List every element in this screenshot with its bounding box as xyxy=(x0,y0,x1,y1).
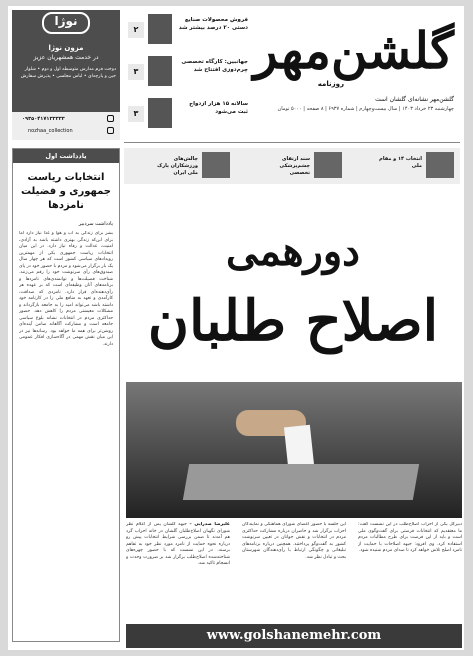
ad-phone: ۰۹۳۵۰۴۱۷۱۳۳۳۳۳ xyxy=(22,116,65,122)
teaser-item[interactable] xyxy=(128,12,248,52)
ad-brand: نوژا xyxy=(54,14,78,28)
teaser-text: جهانبین: کارگاه تخصصی چرم‌دوزی افتتاح شد xyxy=(181,59,248,73)
strip-text: چالش‌های ورزشکاران پارک ملی ایران xyxy=(157,156,198,176)
teaser-item[interactable] xyxy=(128,96,248,136)
ad-tagline: در خدمت همشهریان عزیز xyxy=(33,54,99,61)
instagram-icon xyxy=(107,127,114,134)
ad-contact xyxy=(12,112,120,140)
strip-photo xyxy=(426,152,454,178)
article-text: جبهه گلشان پس از اعلام نظر شورای نگهبان اصلاح‌طلبان گلشان در خانه احزاب گرد هم آمدند تا ضمن بررسی شرایط انتخابات پیش رو درباره نحوه حمایت از نامزد مورد نظر خود به تفاهم برسند. در این نشست که با حضور چهره‌های شناخته‌شده اصلاح‌طلب برگزار شد بر ضرورت وحدت و انسجام تاکید شد. xyxy=(126,522,230,566)
ad-title: مزون نوژا xyxy=(48,44,84,52)
photo-ballot xyxy=(284,425,314,467)
editorial-column xyxy=(12,148,120,642)
ad-instagram: nozhaa_collection xyxy=(28,128,73,134)
divider xyxy=(124,142,460,143)
teaser-photo xyxy=(148,56,172,86)
masthead-subtitle: گلشن‌مهر نشانه‌ای گلشان است xyxy=(375,96,454,103)
teaser-photo xyxy=(148,98,172,128)
strip-text: انتخاب ۱۴ و مقام ملی xyxy=(379,156,422,169)
teaser-page-number: ۲ xyxy=(128,22,144,38)
editorial-body: بشر برای زندگی به آب و هوا و غذا نیاز دارد اما برای این‌که زندگی بهتری داشته باشد به آزادی، امنیت، عدالت و رفاه نیاز دارد. در این میان انتخابات ریاست جمهوری یکی از مهمترین رویدادهای سیاسی کشور است که هر چهار سال یک بار برگزار می‌شود و مردم با حضور خود در پای صندوق‌های رأی سرنوشت خود را رقم می‌زنند. شناخت فضیلت‌ها و توانمندی‌های نامزدها و برنامه‌های آنان وظیفه‌ای است که بر عهده هر رأی‌دهنده‌ای قرار دارد. نامزدی که صداقت، کارآمدی و تعهد به منافع ملی را در کارنامه خود داشته باشد می‌تواند امید را به جامعه بازگرداند و مشکلات معیشتی مردم را کاهش دهد. حضور حداکثری مردم در انتخابات نشانه بلوغ سیاسی جامعه است و مشارکت آگاهانه ضامن آینده‌ای روشن‌تر برای همه ما خواهد بود. رسانه‌ها نیز در این میان نقش مهمی در آگاه‌سازی افکار عمومی دارند. xyxy=(19,231,113,347)
article-text: دبیرکل یکی از احزاب اصلاح‌طلب در این نشست گفت: ما معتقدیم که انتخابات فرصتی برای گفت‌وگوی ملی است و باید از این فرصت برای طرح مطالبات مردم استفاده کرد. وی افزود: جبهه اصلاحات با حمایت از نامزد اصلح تلاش خواهد کرد تا صدای مردم شنیده شود. xyxy=(358,522,462,553)
article-column xyxy=(242,522,346,622)
news-strip xyxy=(124,148,460,184)
ad-info: دوخت فرم مدارس متوسطه اول و دوم • شلوار جین و پارچه‌ای • لباس مجلسی • پذیرش سفارش xyxy=(20,67,116,79)
editorial-title[interactable]: انتخابات ریاست جمهوری و فضیلت نامزدها xyxy=(20,172,112,211)
strip-item[interactable] xyxy=(150,152,230,180)
article-column xyxy=(126,522,230,622)
strip-item[interactable] xyxy=(262,152,342,180)
issue-line: چهارشنبه ۲۳ خرداد ۱۴۰۳ | سال بیست‌وچهارم | شماره ۶۹۳۷ | ۸ صفحه | ۵۰۰۰ تومان xyxy=(277,106,454,112)
teaser-item[interactable] xyxy=(128,54,248,94)
masthead xyxy=(253,16,454,116)
newspaper-page xyxy=(8,6,464,650)
teaser-text: سالانه ۱۵ هزار ازدواج ثبت می‌شود xyxy=(189,101,248,115)
ad-box[interactable] xyxy=(12,10,120,140)
daily-label: روزنامه xyxy=(317,80,344,88)
phone-icon xyxy=(107,115,114,122)
website-url[interactable]: www.golshanemehr.com xyxy=(126,624,462,648)
article-column xyxy=(358,522,462,622)
strip-photo xyxy=(314,152,342,178)
strip-text: سند ارتقای چشم‌پزشکی تخصصی xyxy=(279,156,310,176)
main-headline[interactable]: اصلاح طلبان xyxy=(147,288,439,354)
article-lead: علیرضا صدرایی – xyxy=(189,522,230,527)
photo-ballot-box xyxy=(183,464,419,500)
teaser-page-number: ۳ xyxy=(128,106,144,122)
article-columns xyxy=(126,522,462,622)
newspaper-logo: گلشن‌مهر xyxy=(253,21,454,80)
editorial-author: یادداشت سردبیر xyxy=(78,221,113,227)
strip-photo xyxy=(202,152,230,178)
strip-item[interactable] xyxy=(374,152,454,180)
ballot-box-photo xyxy=(126,382,462,518)
editorial-header: یادداشت اول xyxy=(13,149,119,163)
teaser-page-number: ۳ xyxy=(128,64,144,80)
headline-kicker[interactable]: دورهمی xyxy=(225,228,360,275)
teaser-text: فروش محصولات صنایع دستی ۲۰ درصد بیشتر شد xyxy=(178,17,248,31)
teaser-photo xyxy=(148,14,172,44)
article-text: این جلسه با حضور اعضای شورای هماهنگی و نمایندگان احزاب برگزار شد و حاضران درباره مشارکت حداکثری مردم در انتخابات و نقش جوانان در تعیین سرنوشت کشور به گفت‌وگو پرداختند. همچنین درباره برنامه‌های تبلیغاتی و چگونگی ارتباط با رأی‌دهندگان شهرستان بحث و تبادل نظر شد. xyxy=(242,522,346,560)
